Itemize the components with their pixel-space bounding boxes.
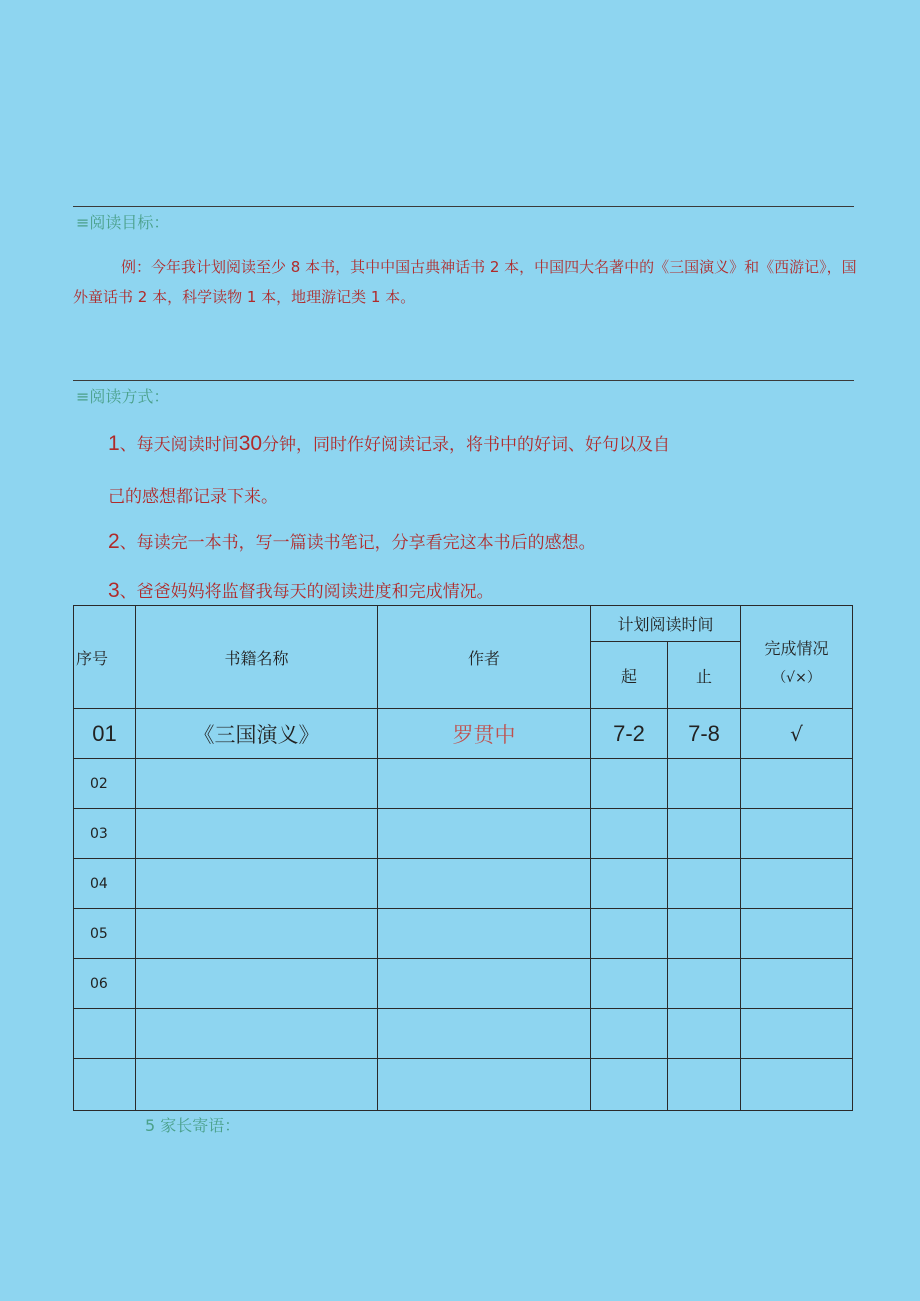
method-item-2 bbox=[108, 528, 596, 554]
table-row bbox=[74, 759, 853, 809]
row-end bbox=[668, 959, 741, 1009]
parent-note-heading: 5 家长寄语： bbox=[145, 1116, 241, 1135]
goal-text: 例：今年我计划阅读至少 8 本书，其中中国古典神话书 2 本，中国四大名著中的《三国演义》和《西游记》，国外童话书 2 本，科学读物 1 本，地理游记类 1 本。 bbox=[73, 258, 857, 306]
row-author bbox=[378, 1009, 591, 1059]
header-status bbox=[741, 606, 853, 709]
row-status bbox=[741, 859, 853, 909]
reading-plan-table bbox=[73, 605, 853, 1111]
row-index: 01 bbox=[74, 709, 136, 759]
method-item-1-number: 1 bbox=[108, 432, 120, 455]
method-item-2-text: 、每读完一本书，写一篇读书笔记，分享看完这本书后的感想。 bbox=[119, 533, 596, 553]
row-status: √ bbox=[741, 709, 853, 759]
method-item-1-text-b: 分钟，同时作好阅读记录，将书中的好词、好句以及自 bbox=[262, 435, 671, 455]
row-status bbox=[741, 1009, 853, 1059]
row-author: 罗贯中 bbox=[378, 709, 591, 759]
row-book bbox=[136, 809, 378, 859]
header-book: 书籍名称 bbox=[136, 606, 378, 709]
table-row bbox=[74, 909, 853, 959]
row-start bbox=[591, 1059, 668, 1111]
row-index bbox=[74, 1009, 136, 1059]
row-book bbox=[136, 959, 378, 1009]
table-row bbox=[74, 959, 853, 1009]
header-author: 作者 bbox=[378, 606, 591, 709]
row-end bbox=[668, 809, 741, 859]
row-index bbox=[74, 1059, 136, 1111]
goal-divider bbox=[73, 206, 854, 207]
row-start bbox=[591, 1009, 668, 1059]
row-start bbox=[591, 759, 668, 809]
row-end bbox=[668, 909, 741, 959]
row-status bbox=[741, 959, 853, 1009]
row-book bbox=[136, 1059, 378, 1111]
table-row bbox=[74, 809, 853, 859]
method-item-2-number: 2 bbox=[108, 530, 120, 553]
row-start bbox=[591, 809, 668, 859]
method-item-1-minutes: 30 bbox=[238, 432, 263, 455]
table-row bbox=[74, 709, 853, 759]
row-book bbox=[136, 909, 378, 959]
row-status bbox=[741, 909, 853, 959]
row-end bbox=[668, 1059, 741, 1111]
row-index: 04 bbox=[74, 859, 136, 909]
header-start: 起 bbox=[591, 642, 668, 709]
row-author bbox=[378, 1059, 591, 1111]
row-status bbox=[741, 809, 853, 859]
row-start bbox=[591, 909, 668, 959]
header-status-hint: （√×） bbox=[772, 669, 821, 686]
row-start bbox=[591, 859, 668, 909]
method-item-3 bbox=[108, 577, 494, 603]
row-index: 05 bbox=[74, 909, 136, 959]
header-end: 止 bbox=[668, 642, 741, 709]
row-start bbox=[591, 959, 668, 1009]
method-item-3-text: 、爸爸妈妈将监督我每天的阅读进度和完成情况。 bbox=[119, 582, 494, 602]
row-book bbox=[136, 859, 378, 909]
row-status bbox=[741, 1059, 853, 1111]
row-author bbox=[378, 859, 591, 909]
row-book: 《三国演义》 bbox=[136, 709, 378, 759]
table-row bbox=[74, 1009, 853, 1059]
row-book bbox=[136, 759, 378, 809]
row-author bbox=[378, 959, 591, 1009]
method-item-1-text-a: 、每天阅读时间 bbox=[119, 435, 239, 455]
row-index: 03 bbox=[74, 809, 136, 859]
method-heading: ≡阅读方式： bbox=[76, 387, 170, 406]
table-row bbox=[74, 1059, 853, 1111]
row-end bbox=[668, 1009, 741, 1059]
method-item-3-number: 3 bbox=[108, 579, 120, 602]
header-plan-time: 计划阅读时间 bbox=[591, 606, 741, 642]
row-end bbox=[668, 759, 741, 809]
method-item-1 bbox=[108, 430, 670, 456]
row-author bbox=[378, 809, 591, 859]
header-status-label: 完成情况 bbox=[764, 638, 829, 658]
row-index: 06 bbox=[74, 959, 136, 1009]
row-author bbox=[378, 909, 591, 959]
method-divider bbox=[73, 380, 854, 381]
row-index: 02 bbox=[74, 759, 136, 809]
goal-heading: ≡阅读目标： bbox=[76, 213, 170, 232]
method-item-1-continuation: 己的感想都记录下来。 bbox=[108, 487, 278, 507]
row-end bbox=[668, 859, 741, 909]
row-end: 7-8 bbox=[668, 709, 741, 759]
row-status bbox=[741, 759, 853, 809]
row-author bbox=[378, 759, 591, 809]
row-start: 7-2 bbox=[591, 709, 668, 759]
header-index: 序号 bbox=[74, 606, 136, 709]
row-book bbox=[136, 1009, 378, 1059]
table-row bbox=[74, 859, 853, 909]
